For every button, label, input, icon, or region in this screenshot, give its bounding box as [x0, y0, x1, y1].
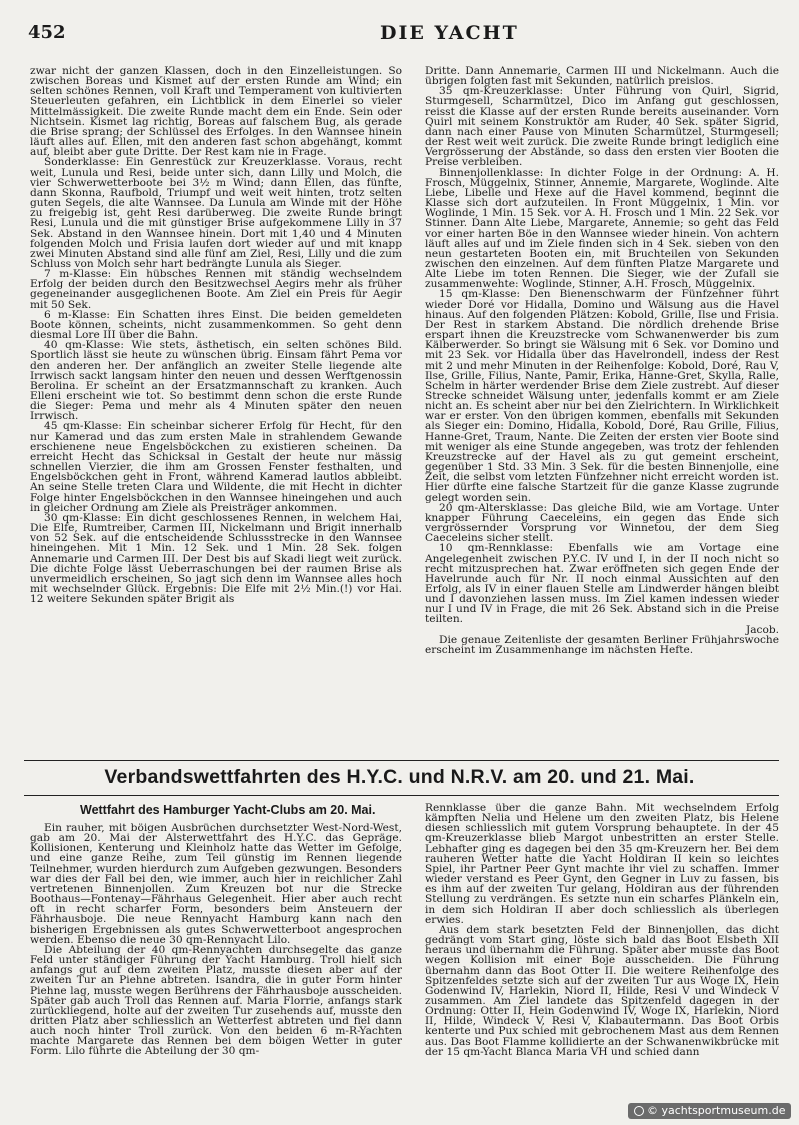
running-title: DIE YACHT — [380, 22, 519, 44]
paragraph: Aus dem stark besetzten Feld der Binnenjollen, das dicht gedrängt vom Start ging, löste sich bald das Boot Elsbeth XII heraus und übernahm die Führung. Später aber musste das Boot wegen Kollision mit einer Boje ausscheiden. Die Führung übernahm dann das Boot Otter II. Die weitere Reihenfolge des Spitzenfeldes setzte sich auf der zweiten Tur aus Woge IX, Hein Godenwind IV, Harlekin, Niord II, Hilde, Resi V und Windeck V zusammen. Am Ziel landete das Spitzenfeld dagegen in der Ordnung: Otter II, Hein Godenwind IV, Woge IX, Harlekin, Niord II, Hilde, Windeck V, Resi V, Klabautermann. Das Boot Orbis kenterte und Pux schied mit gebrochenem Mast aus dem Rennen aus. Das Boot Flamme kollidierte an der Schwanenwikbrücke mit der 15 qm-Yacht Blanca Maria VH und schied dann — [425, 923, 779, 1058]
lower-left-column — [30, 823, 402, 1115]
paragraph: Ein rauher, mit böigen Ausbrüchen durchsetzter West-Nord-West, gab am 20. Mai der Alsterwettfahrt des H.Y.C. das Gepräge. Kollisionen, Kenterung und Kleinholz hatte das Wetter im Gefolge, und eine ganze Reihe, zum Teil günstig im Rennen liegende Teilnehmer, wurden hierdurch zum Aufgeben gezwungen. Besonders war dies der Fall bei den, wie immer, auch hier in reichlicher Zahl vertretenen Binnenjollen. Zum Kreuzen bot nur die Strecke Boothaus—Fontenay—Fährhaus Gelegenheit. Hier aber auch recht oft in recht scharfer Form, besonders beim Ansteuern der Fährhausboje. Die neue Rennyacht Hamburg kann nach den bisherigen Ergebnissen als gutes Schwerwetterboot angesprochen werden. Ebenso die neue 30 qm-Rennyacht Lilo. — [30, 823, 402, 946]
paragraph: Die genaue Zeitenliste der gesamten Berliner Frühjahrswoche erscheint im Zusammenhange im nächsten Hefte. — [425, 633, 779, 656]
paragraph: Sonderklasse: Ein Genrestück zur Kreuzerklasse. Voraus, recht weit, Lunula und Resi, beide unter sich, dann Lilly und Molch, die vier Schwerwetterboote bei 3½ m Wind; dann Ellen, das fünfte, dann Skonna, Raufbold, Triumpf und weit weit hinten, trotz selten guten Segels, die alte Wannsee. Da Lunula am Winde mit der Höhe zu freigebig ist, geht Resi darüberweg. Die zweite Runde bringt Resi, Lunula und die mit günstiger Brise aufgekommene Lilly in 37 Sek. Abstand in den Wannsee hinein. Dort mit 1,40 und 4 Minuten folgenden Molch und Frisia laufen dort wieder auf und mit knapp zwei Minuten Abstand sind alle fünf am Ziel, Resi, Lilly und die zum Schluss von Molch sehr hart bedrängte Lunula als Sieger. — [30, 156, 402, 270]
article-headline: Verbandswettfahrten des H.Y.C. und N.R.V. am 20. und 21. Mai. — [104, 766, 695, 788]
author-signature: Jacob. — [745, 623, 779, 636]
paragraph: 40 qm-Klasse: Wie stets, ästhetisch, ein selten schönes Bild. Sportlich lässt sie heute zu wünschen übrig. Einsam fährt Pema vor den anderen her. Der anfänglich an zweiter Stelle liegende alte Irrwisch sackt langsam hinter den neuen und dessen Werftgenossin Berolina. Er scheint an der Ersatzmannschaft zu kranken. Auch Elleni erscheint wie tot. So bestimmt denn schon die erste Runde die Sieger: Pema und mehr als 4 Minuten später den neuen Irrwisch. — [30, 339, 402, 423]
paragraph: 30 qm-Klasse: Ein dicht geschlossenes Rennen, in welchem Hai, Die Elfe, Rumtreiber, Carmen III, Nickelmann und Brigit innerhalb von 52 Sek. auf die entscheidende Schlussstrecke in den Wannsee hineingehen. Mit 1 Min. 12 Sek. und 1 Min. 28 Sek. folgen Annemarie und Carmen III. Der Dest bis auf Skadi liegt weit zurück. Die dichte Folge lässt Ueberraschungen bei der raumen Brise als unvermeidlich erscheinen, So jagt sich denn im Wannsee alles hoch mit wechselnder Glück. Ergebnis: Die Elfe mit 2½ Min.(!) vor Hai. 12 weitere Sekunden später Brigit als — [30, 511, 402, 606]
watermark — [628, 1103, 791, 1119]
paragraph: 35 qm-Kreuzerklasse: Unter Führung von Quirl, Sigrid, Sturmgesell, Scharmützel, Dico im Anfang gut geschlossen, reisst die Klasse auf der ersten Runde bereits auseinander. Vorn Quirl mit seinem Konstruktör am Ruder, 40 Sek. später Sigrid, dann nach einer Pause von Minuten Scharmützel, Sturmgesell; der Rest weit weit zurück. Die zweite Runde bringt lediglich eine Vergrösserung der Abstände, so dass den ersten vier Booten die Preise verbleiben. — [425, 85, 779, 169]
watermark-text: © yachtsportmuseum.de — [647, 1104, 786, 1117]
paragraph: 15 qm-Klasse: Den Bienenschwarm der Fünfzehner führt wieder Doré vor Hidalla, Domino und Wälsung aus die Havel hinaus. Auf den folgenden Plätzen: Kobold, Grille, Ilse und Frisia. Der Rest in starkem Abstand. Die nördlich drehende Brise erspart ihnen die Kreuzstrecke vom Schwanenwerder bis zum Kälberwerder. So bringt sie Wälsung mit 6 Sek. vor Domino und mit 23 Sek. vor Hidalla über das Havelrondell, indess der Rest mit 2 und mehr Minuten in der Reihenfolge: Kobold, Doré, Rau V, Ilse, Grille, Filius, Nante, Pamir, Erika, Hanne-Gret, Skylla, Ralle, Schelm in härter werdender Brise dem Ziele zustrebt. Auf dieser Strecke schneidet Wälsung unter, jedenfalls kommt er am Ziele nicht an. Es scheint aber nur bei den Zielrichtern. In Wirklichkeit war er erster. Von den übrigen kommen, ebenfalls mit Sekunden als Sieger ein: Domino, Hidalla, Kobold, Doré, Rau Grille, Filius, Hanne-Gret, Traum, Nante. Die Zeiten der ersten vier Boote sind mit weniger als eine Stunde angegeben, was trotz der fehlenden Kreuzstrecke auf der Havel als zu gut gemeint erscheint, gegenüber 1 Std. 33 Min. 3 Sek. für die besten Binnenjolle, eine Zeit, die selbst vom letzten Fünfzehner nicht erreicht worden ist. Hier dürfte eine falsche Startzeit für die ganze Klasse zugrunde gelegt worden sein. — [425, 288, 779, 504]
lower-right-column — [425, 803, 779, 1115]
paragraph: Rennklasse über die ganze Bahn. Mit wechselndem Erfolg kämpften Nelia und Helene um den zweiten Platz, bis Helene diesen schliesslich mit gutem Vorsprung behauptete. In der 45 qm-Kreuzerklasse blieb Margot unbestritten an erster Stelle. Lebhafter ging es dagegen bei den 35 qm-Kreuzern her. Bei dem rauheren Wetter hatte die Yacht Holdiran II kein so leichtes Spiel, ihr Partner Peer Gynt machte ihr viel zu schaffen. Immer wieder verstand es Peer Gynt, den Gegner in Luv zu fassen, bis es ihm auf der zweiten Tur gelang, Holdiran aus der führenden Stellung zu verdrängen. Es setzte nun ein scharfes Plänkeln ein, in dem sich Holdiran II aber doch schliesslich als überlegen erwies. — [425, 803, 779, 926]
divider — [24, 760, 779, 761]
paragraph: Binnenjollenklasse: In dichter Folge in der Ordnung: A. H. Frosch, Müggelnix, Stinner, Annemie, Margarete, Woglinde. Alte Liebe, Libelle und Hexe auf die Havel kommend, beginnt die Klasse sich dort aufzuteilen. In Front Müggelnix, 1 Min. vor Woglinde, 1 Min. 15 Sek. vor A. H. Frosch und 1 Min. 22 Sek. vor Stinner. Dann Alte Liebe, Margarete, Annemie; so geht das Feld vor einer harten Böe in den Wannsee wieder hinein. Von achtern läuft alles auf und im Ziele finden sich in 4 Sek. sieben von den neun gestarteten Booten ein, mit Bruchteilen von Sekunden zwischen den einzelnen. Auf dem fünften Platze Margarete und Alte Liebe im toten Rennen. Die Sieger, wie der Zufall sie zusammenwehte: Woglinde, Stinner, A.H. Frosch, Müggelnix. — [425, 166, 779, 291]
left-column — [30, 66, 402, 752]
right-column — [425, 66, 779, 752]
paragraph: Dritte. Dann Annemarie, Carmen III und Nickelmann. Auch die übrigen folgten fast mit Sekunden, natürlich preislos. — [425, 66, 779, 88]
paragraph: zwar nicht der ganzen Klassen, doch in den Einzelleistungen. So zwischen Boreas und Kismet auf der ersten Runde am Wind; ein selten schönes Rennen, voll Kraft und Temperament von kultivierten Steuerleuten gefahren, ein Lichtblick in dem Einerlei so vieler Mittelmässigkeit. Die zweite Runde macht dem ein Ende. Sein oder Nichtsein. Kismet lag richtig, Boreas auf falschem Bug, als gerade die Brise sprang; der Schlüssel des Erfolges. In den Wannsee hinein läuft alles auf. Ellen, mit den anderen fast schon abgehängt, kommt auf, bleibt aber gute Dritte. Der Rest kam nie in Frage. — [30, 66, 402, 159]
copyright-icon — [634, 1106, 644, 1116]
paragraph: 6 m-Klasse: Ein Schatten ihres Einst. Die beiden gemeldeten Boote können, scheints, nicht zusammenkommen. So geht denn diesmal Lore III über die Bahn. — [30, 308, 402, 342]
paragraph: 7 m-Klasse: Ein hübsches Rennen mit ständig wechselndem Erfolg der beiden durch den Besitzwechsel Aegirs mehr als früher gegeneinander ausgeglichenen Boote. Am Ziel ein Preis für Aegir mit 50 Sek. — [30, 268, 402, 311]
page-header — [0, 0, 799, 50]
article-subheadline: Wettfahrt des Hamburger Yacht-Clubs am 20. Mai. — [80, 803, 376, 817]
paragraph: Die Abteilung der 40 qm-Rennyachten durchsegelte das ganze Feld unter ständiger Führung der Yacht Hamburg. Troll hielt sich anfangs gut auf dem zweiten Platz, musste diesen aber auf der zweiten Tur an Piehne abtreten. Isandra, die in guter Form hinter Piehne lag, musste wegen Berührens der Fährhausboje ausscheiden. Später gab auch Troll das Rennen auf. Maria Florrie, anfangs stark zurückliegend, holte auf der zweiten Tur zusehends auf, musste den dritten Platz aber schliesslich an Wetterfest abtreten und fiel dann auch noch hinter Troll zurück. Von den beiden 6 m-R-Yachten machte Margarete das Rennen bei dem böigen Wetter in guter Form. Lilo führte die Abteilung der 30 qm- — [30, 943, 402, 1058]
page-number: 452 — [28, 22, 66, 43]
paragraph: 45 qm-Klasse: Ein scheinbar sicherer Erfolg für Hecht, für den nur Kamerad und das zum ersten Male in strahlendem Gewande erschienene neue Engelsböckchen zu existieren scheinen. Da erreicht Hecht das Schicksal in Gestalt der heute nur mässig schnellen Vierzier, die ihm am Grossen Fenster festhalten, und Engelsböckchen geht in Front, während Kamerad lautlos abbleibt. An seine Stelle treten Clara und Wildente, die mit Hecht in dichter Folge hinter Engelsböckchen in den Wannsee hineingehen und auch in gleicher Ordnung am Ziele als Preisträger ankommen. — [30, 420, 402, 514]
divider — [24, 795, 779, 796]
paragraph: 20 qm-Altersklasse: Das gleiche Bild, wie am Vortage. Unter knapper Führung Caeceleins, ein gegen das Ende sich vergrössernder Vorsprung vor Winnetou, der dem Sieg Caeceleins sicher stellt. — [425, 501, 779, 545]
paragraph: 10 qm-Rennklasse: Ebenfalls wie am Vortage eine Angelegenheit zwischen P.Y.C. IV und I, in der II noch nicht so recht mitzusprechen hat. Zwar eröffneten sich gegen Ende der Havelrunde auch für Nr. II noch einmal Aussichten auf den Erfolg, als IV in einer flauen Stelle am Lindwerder hängen bleibt und I davonziehen lassen muss. Im Ziel kamen indessen wieder nur I und IV in Frage, die mit 26 Sek. Abstand sich in die Preise teilten. — [425, 542, 779, 626]
